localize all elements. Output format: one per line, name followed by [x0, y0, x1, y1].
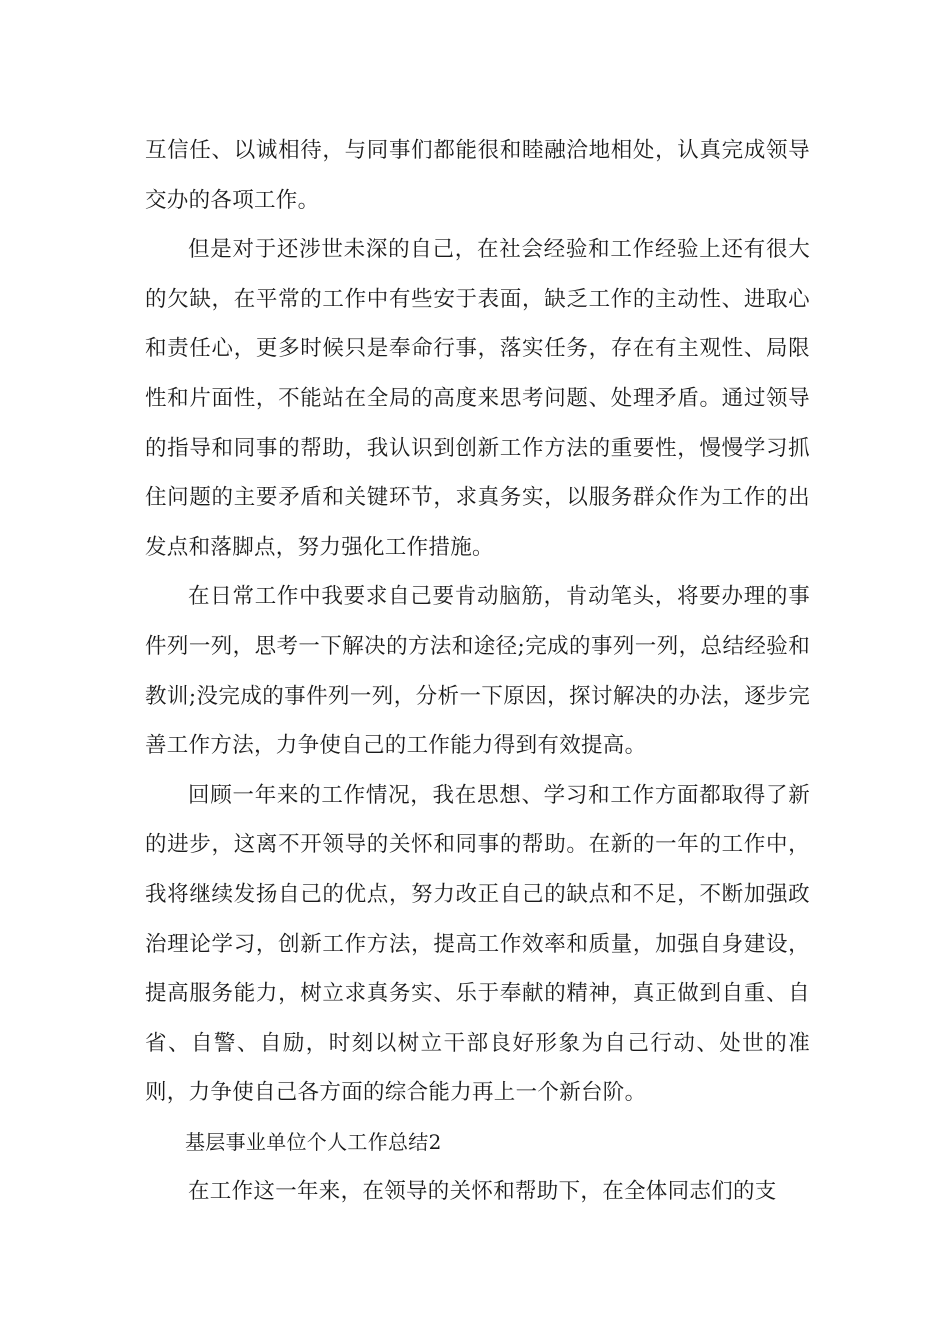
paragraph-daily-work: 在日常工作中我要求自己要肯动脑筋，肯动笔头，将要办理的事件列一列，思考一下解决的方法和途径;完成的事列一列，总结经验和教训;没完成的事件列一列，分析一下原因，探讨解决的办法，逐步完善工作方法，力争使自己的工作能力得到有效提高。 [145, 584, 810, 759]
paragraph-review: 回顾一年来的工作情况，我在思想、学习和工作方面都取得了新的进步，这离不开领导的关怀和同事的帮助。在新的一年的工作中，我将继续发扬自己的优点，努力改正自己的缺点和不足，不断加强政治理论学习，创新工作方法，提高工作效率和质量，加强自身建设，提高服务能力，树立求真务实、乐于奉献的精神，真正做到自重、自省、自警、自励，时刻以树立干部良好形象为自己行动、处世的准则，力争使自己各方面的综合能力再上一个新台阶。 [145, 782, 810, 1106]
paragraph-shortcomings: 但是对于还涉世未深的自己，在社会经验和工作经验上还有很大的欠缺，在平常的工作中有些安于表面，缺乏工作的主动性、进取心和责任心，更多时候只是奉命行事，落实任务，存在有主观性、局限性和片面性，不能站在全局的高度来思考问题、处理矛盾。通过领导的指导和同事的帮助，我认识到创新工作方法的重要性，慢慢学习抓住问题的主要矛盾和关键环节，求真务实，以服务群众作为工作的出发点和落脚点，努力强化工作措施。 [145, 237, 810, 560]
paragraph-new-section-start: 在工作这一年来，在领导的关怀和帮助下，在全体同志们的支 [188, 1179, 777, 1205]
document-body [145, 126, 810, 1217]
paragraph-continuation: 互信任、以诚相待，与同事们都能很和睦融洽地相处，认真完成领导交办的各项工作。 [145, 138, 810, 213]
section-heading: 基层事业单位个人工作总结2 [185, 1129, 442, 1154]
